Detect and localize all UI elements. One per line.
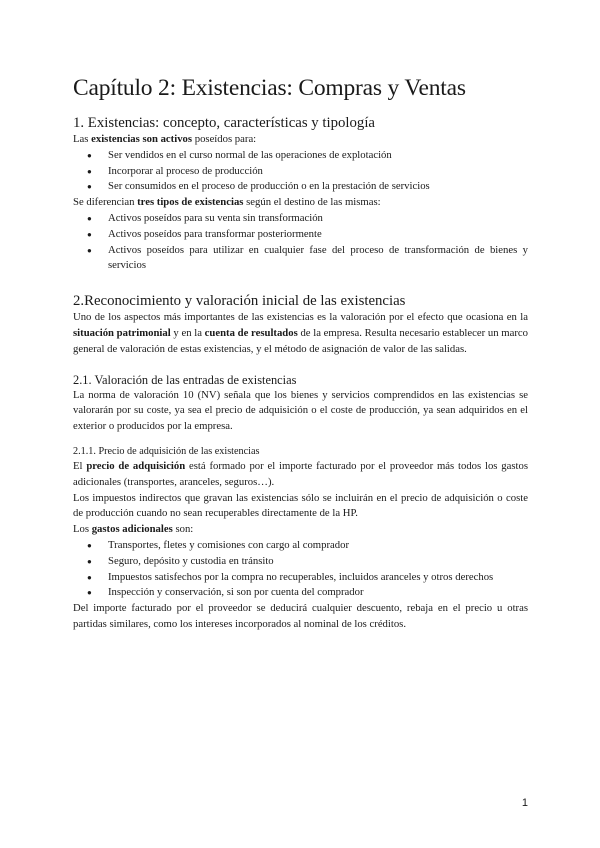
section-2-1-1-heading: 2.1.1. Precio de adquisición de las existencias — [73, 445, 260, 457]
list-item: ● Ser vendidos en el curso normal de las operaciones de explotación — [73, 148, 528, 164]
list-item: ● Ser consumidos en el proceso de producción o en la prestación de servicios — [73, 179, 528, 195]
list-item: ● Activos poseídos para utilizar en cualquier fase del proceso de transformación de bienes y servicios — [73, 243, 528, 275]
list-item: ● Activos poseídos para transformar posteriormente — [73, 227, 528, 243]
uses-list — [73, 148, 528, 195]
situacion-patrimonial-bold: situación patrimonial — [73, 326, 171, 339]
impuestos-paragraph: Los impuestos indirectos que gravan las existencias sólo se incluirán en el precio de adquisición o coste de producción cuando no sean recuperables directamente de la HP. — [73, 491, 528, 520]
list-item: ● Activos poseídos para su venta sin transformación — [73, 211, 528, 227]
gastos-adicionales-bold: gastos adicionales — [91, 523, 173, 536]
types-list — [73, 211, 528, 274]
types-intro: Se diferencian tres tipos de existencias según el destino de las mismas: — [73, 196, 381, 209]
cuenta-resultados-bold: cuenta de resultados — [204, 326, 298, 339]
precio-adquisicion-bold: precio de adquisición — [86, 459, 186, 472]
descuentos-paragraph: Del importe facturado por el proveedor se deducirá cualquier descuento, rebaja en el precio u otras partidas similares, como los intereses incorporados al nominal de los créditos. — [73, 602, 528, 630]
list-item: ● Seguro, depósito y custodia en tránsito — [73, 554, 528, 570]
list-item: ● Transportes, fletes y comisiones con cargo al comprador — [73, 538, 528, 554]
gastos-list — [73, 538, 528, 601]
list-item: ● Inspección y conservación, si son por cuenta del comprador — [73, 585, 528, 601]
gastos-intro: Los gastos adicionales son: — [73, 523, 194, 536]
precio-adquisicion-paragraph: El precio de adquisición está formado por el importe facturado por el proveedor más todos los gastos adicionales (transportes, aranceles, seguros…). — [73, 459, 528, 488]
list-item: ● Incorporar al proceso de producción — [73, 164, 528, 180]
types-bold: tres tipos de existencias — [137, 196, 244, 209]
chapter-title: Capítulo 2: Existencias: Compras y Ventas — [73, 75, 466, 101]
list-item: ● Impuestos satisfechos por la compra no recuperables, incluidos aranceles y otros derechos — [73, 570, 528, 586]
page-content — [73, 74, 528, 633]
existencias-definition-bold: existencias son activos — [91, 133, 193, 145]
section-1-intro: Las existencias son activos poseídos para: — [73, 133, 257, 145]
section-2-1-paragraph: La norma de valoración 10 (NV) señala que los bienes y servicios comprendidos en las existencias se valorarán por su coste, ya sea el precio de adquisición o el coste de producción, ya sean adquiridos en el exterior o producidos por la empresa. — [73, 388, 528, 433]
section-2-heading: 2.Reconocimiento y valoración inicial de las existencias — [73, 293, 406, 310]
section-2-1-heading: 2.1. Valoración de las entradas de existencias — [73, 372, 297, 387]
section-1-heading: 1. Existencias: concepto, características y tipología — [73, 115, 375, 131]
page-number: 1 — [521, 797, 528, 809]
section-2-paragraph: Uno de los aspectos más importantes de las existencias es la valoración por el efecto que ocasiona en la situación patrimonial y en la cuenta de resultados de la empresa. Resulta necesario establecer un marco general de valoración de estas existencias, y el método de asignación de valor de las salidas. — [73, 311, 528, 355]
